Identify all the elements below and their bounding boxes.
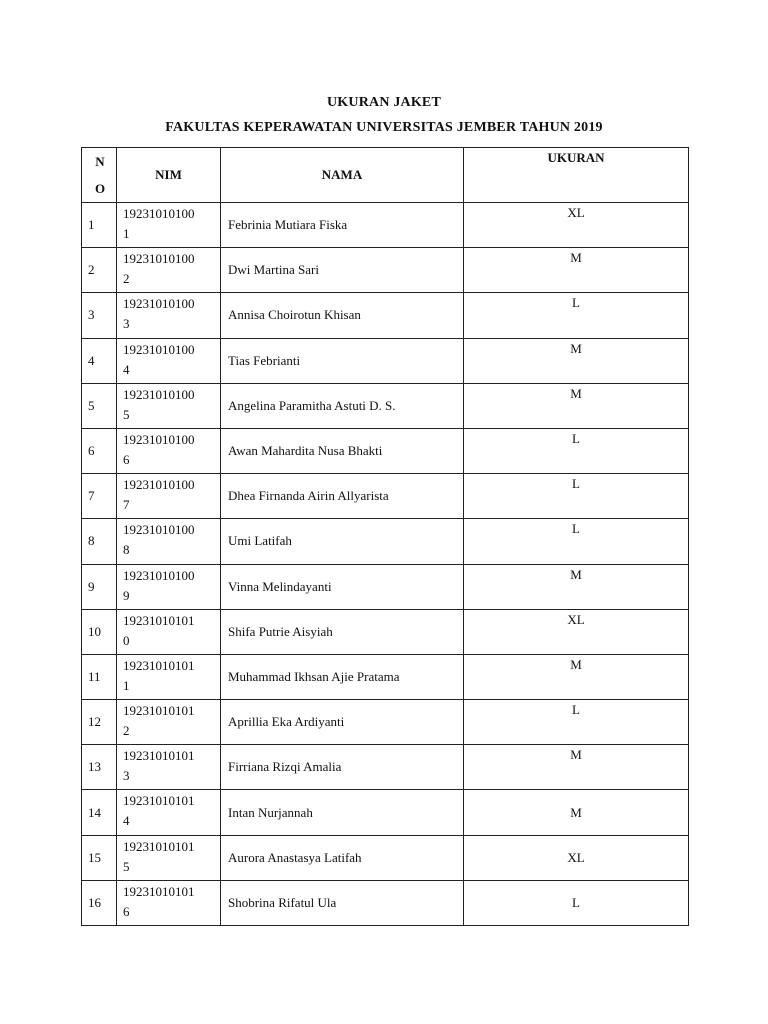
cell-nim xyxy=(117,383,221,428)
cell-nim-line2: 7 xyxy=(123,497,130,513)
cell-nim xyxy=(117,700,221,745)
cell-no: 9 xyxy=(82,564,117,609)
cell-nim-line1: 19231010100 xyxy=(123,522,195,538)
cell-nim-line1: 19231010100 xyxy=(123,296,195,312)
cell-nim xyxy=(117,745,221,790)
cell-nim-line1: 19231010101 xyxy=(123,748,195,764)
cell-no: 11 xyxy=(82,654,117,699)
document-title: UKURAN JAKET xyxy=(326,95,442,110)
cell-no: 15 xyxy=(82,835,117,880)
cell-nim xyxy=(117,880,221,925)
cell-ukuran: XL xyxy=(464,203,689,248)
table-row xyxy=(82,700,689,745)
cell-ukuran: M xyxy=(464,790,689,835)
table-row xyxy=(82,248,689,293)
cell-nim xyxy=(117,474,221,519)
table-row xyxy=(82,790,689,835)
table-row xyxy=(82,654,689,699)
cell-no: 3 xyxy=(82,293,117,338)
cell-nama: Vinna Melindayanti xyxy=(221,564,464,609)
table-row xyxy=(82,383,689,428)
cell-nama: Muhammad Ikhsan Ajie Pratama xyxy=(221,654,464,699)
cell-ukuran: M xyxy=(464,338,689,383)
cell-nama: Annisa Choirotun Khisan xyxy=(221,293,464,338)
cell-nim-line2: 0 xyxy=(123,632,130,648)
cell-nama: Dwi Martina Sari xyxy=(221,248,464,293)
cell-nama: Intan Nurjannah xyxy=(221,790,464,835)
table-row xyxy=(82,203,689,248)
cell-nama: Tias Febrianti xyxy=(221,338,464,383)
cell-nim xyxy=(117,519,221,564)
cell-nim-line2: 3 xyxy=(123,768,130,784)
cell-ukuran: XL xyxy=(464,835,689,880)
cell-ukuran: M xyxy=(464,383,689,428)
table-row xyxy=(82,835,689,880)
cell-nim-line1: 19231010101 xyxy=(123,838,195,854)
cell-no: 5 xyxy=(82,383,117,428)
header-nama: NAMA xyxy=(221,148,464,203)
table-row xyxy=(82,474,689,519)
cell-nim xyxy=(117,564,221,609)
cell-nim-line1: 19231010100 xyxy=(123,431,195,447)
cell-nim-line1: 19231010100 xyxy=(123,251,195,267)
cell-nim xyxy=(117,609,221,654)
cell-no: 1 xyxy=(82,203,117,248)
cell-nim xyxy=(117,790,221,835)
cell-nim xyxy=(117,248,221,293)
cell-nim-line1: 19231010101 xyxy=(123,657,195,673)
document-subtitle: FAKULTAS KEPERAWATAN UNIVERSITAS JEMBER TAHUN 2019 xyxy=(165,120,603,135)
cell-nama: Awan Mahardita Nusa Bhakti xyxy=(221,428,464,473)
cell-nama: Shifa Putrie Aisyiah xyxy=(221,609,464,654)
table-row xyxy=(82,293,689,338)
cell-nim-line2: 6 xyxy=(123,903,130,919)
cell-ukuran: L xyxy=(464,880,689,925)
cell-ukuran: M xyxy=(464,745,689,790)
cell-ukuran: L xyxy=(464,428,689,473)
cell-ukuran: L xyxy=(464,519,689,564)
cell-nim xyxy=(117,835,221,880)
cell-ukuran: XL xyxy=(464,609,689,654)
table-row xyxy=(82,564,689,609)
cell-ukuran: M xyxy=(464,564,689,609)
cell-nim-line2: 1 xyxy=(123,226,130,241)
cell-nim-line1: 19231010100 xyxy=(123,341,195,357)
table-row xyxy=(82,519,689,564)
cell-nim-line2: 1 xyxy=(123,677,130,693)
cell-nim-line1: 19231010100 xyxy=(123,567,195,583)
cell-nim-line2: 2 xyxy=(123,271,130,287)
cell-no: 7 xyxy=(82,474,117,519)
cell-nama: Shobrina Rifatul Ula xyxy=(221,880,464,925)
cell-no: 8 xyxy=(82,519,117,564)
header-no-line2: O xyxy=(94,181,106,196)
cell-no: 16 xyxy=(82,880,117,925)
header-no-line1: N xyxy=(95,154,105,169)
cell-no: 2 xyxy=(82,248,117,293)
cell-ukuran: L xyxy=(464,293,689,338)
cell-nim-line2: 4 xyxy=(123,361,130,377)
table-row xyxy=(82,338,689,383)
cell-no: 6 xyxy=(82,428,117,473)
table-row xyxy=(82,609,689,654)
cell-nama: Aurora Anastasya Latifah xyxy=(221,835,464,880)
cell-ukuran: L xyxy=(464,700,689,745)
cell-nama: Dhea Firnanda Airin Allyarista xyxy=(221,474,464,519)
header-nim: NIM xyxy=(117,148,221,203)
cell-nim-line2: 3 xyxy=(123,316,130,332)
cell-nim-line2: 5 xyxy=(123,858,130,874)
cell-nim-line2: 4 xyxy=(123,813,130,829)
cell-no: 4 xyxy=(82,338,117,383)
cell-nim-line1: 19231010100 xyxy=(123,386,195,402)
cell-nim-line2: 8 xyxy=(123,542,130,558)
table-header-row xyxy=(82,148,689,203)
cell-no: 10 xyxy=(82,609,117,654)
table-row xyxy=(82,880,689,925)
jacket-size-table xyxy=(81,147,689,926)
cell-ukuran: M xyxy=(464,654,689,699)
cell-nim-line2: 5 xyxy=(123,406,130,422)
table-row xyxy=(82,428,689,473)
cell-nim xyxy=(117,654,221,699)
cell-ukuran: M xyxy=(464,248,689,293)
cell-nama: Aprillia Eka Ardiyanti xyxy=(221,700,464,745)
cell-nim xyxy=(117,293,221,338)
cell-nim-line1: 19231010101 xyxy=(123,703,195,719)
cell-nim-line1: 19231010101 xyxy=(123,883,195,899)
cell-nim-line1: 19231010101 xyxy=(123,793,195,809)
table-row xyxy=(82,745,689,790)
cell-nim-line1: 19231010101 xyxy=(123,612,195,628)
cell-nim xyxy=(117,338,221,383)
cell-nim xyxy=(117,428,221,473)
cell-nim-line2: 9 xyxy=(123,587,130,603)
cell-ukuran: L xyxy=(464,474,689,519)
cell-nim-line2: 2 xyxy=(123,723,130,739)
header-ukuran: UKURAN xyxy=(464,148,689,203)
cell-nama: Angelina Paramitha Astuti D. S. xyxy=(221,383,464,428)
cell-no: 12 xyxy=(82,700,117,745)
cell-nim-line2: 6 xyxy=(123,451,130,467)
cell-nama: Umi Latifah xyxy=(221,519,464,564)
cell-no: 14 xyxy=(82,790,117,835)
cell-nim xyxy=(117,203,221,248)
cell-nama: Febrinia Mutiara Fiska xyxy=(221,203,464,248)
cell-no: 13 xyxy=(82,745,117,790)
header-no xyxy=(82,148,117,203)
cell-nim-line1: 19231010100 xyxy=(123,206,195,221)
cell-nama: Firriana Rizqi Amalia xyxy=(221,745,464,790)
cell-nim-line1: 19231010100 xyxy=(123,477,195,493)
